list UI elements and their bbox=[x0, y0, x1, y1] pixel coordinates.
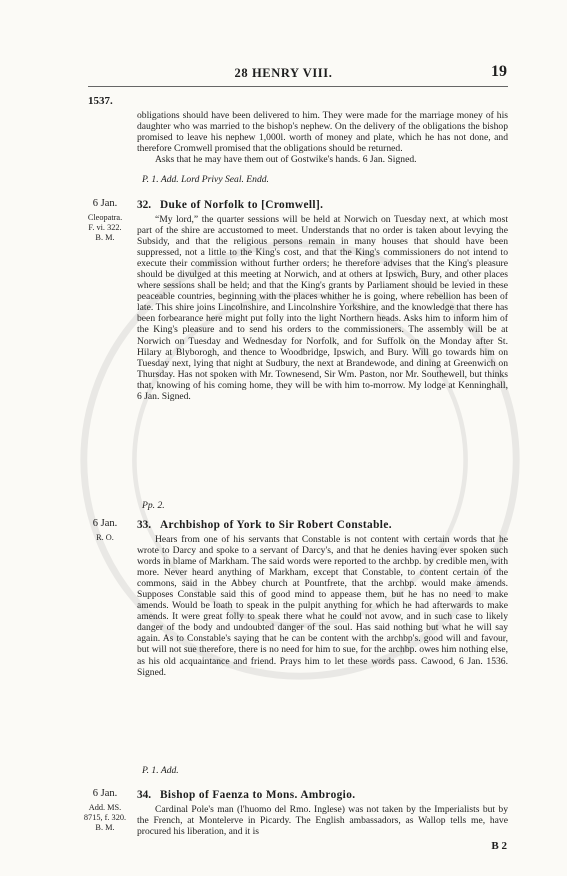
entry-32-source-3: B. M. bbox=[95, 232, 115, 242]
page-header bbox=[0, 65, 567, 83]
entry-33-number: 33. bbox=[137, 519, 152, 531]
entry-34-text: Cardinal Pole's man (l'huomo del Rmo. Inglese) was not taken by the Imperialists but by the French, at Montelerve in Picardy. The English ambassadors, as Wallop tells me, have procured his liberation, and it is bbox=[137, 804, 508, 838]
entry-34-source-3: B. M. bbox=[95, 822, 115, 832]
entry-33-heading bbox=[137, 519, 392, 531]
entry-33-source-1: R. O. bbox=[96, 533, 114, 542]
entry-33-text: Hears from one of his servants that Constable is not content with certain words that he wrote to Darcy and spoke to a servant of Darcy's, and that he denies having ever spoken such words in blame of Markham. The said words were reported to the archbp. by credible men, with more. Never heard anything of Markham, except that Constable, to content certain of the commons, said in the Abbey church at Pountfrete, that the archbp. would make amends. Supposes Constable said this of good mind to appease them, but he has no need to make amends. Would be loath to speak in the pulpit anything for which he had afterwards to make amends. It were great folly to speak there what he could not avow, and in such case to likely danger of the body and undoubted danger of the soul. Has said nothing but what he will say again. As to Constable's saying that he can be content with the archbp's. good will and favour, but will not sue therefore, there is no need for him to sue, for the archbp. owes him nothing else, as his old acquaintance and friend. Prays him to let these words pass. Cawood, 6 Jan. 1536. Signed. bbox=[137, 534, 508, 678]
entry-33-date: 6 Jan. bbox=[92, 518, 118, 529]
entry-32-source-2: F. vi. 322. bbox=[88, 222, 122, 232]
entry-32-body bbox=[137, 214, 508, 402]
entry-31-meta: P. 1. Add. Lord Privy Seal. Endd. bbox=[142, 174, 269, 185]
entry-33-body bbox=[137, 534, 508, 678]
entry-31-continuation bbox=[137, 110, 508, 165]
entry-34-date: 6 Jan. bbox=[92, 788, 118, 799]
entry-34-heading bbox=[137, 789, 356, 801]
entry-34-margin bbox=[80, 788, 130, 832]
header-rule bbox=[88, 86, 508, 87]
entry-32-meta: Pp. 2. bbox=[142, 500, 165, 511]
entry-33-margin bbox=[80, 518, 130, 543]
entry-32-margin bbox=[80, 198, 130, 242]
entry-32-date: 6 Jan. bbox=[92, 198, 118, 209]
entry-34-source-2: 8715, f. 320. bbox=[83, 812, 127, 822]
entry-34-source-1: Add. MS. bbox=[88, 803, 122, 812]
entry-31-closing: Asks that he may have them out of Gostwike's hands. 6 Jan. Signed. bbox=[155, 154, 417, 166]
entry-31-text: obligations should have been delivered to him. They were made for the marriage money of his daughter who was married to the bishop's nephew. On the delivery of the obligations the bishop promised to leave his nephew 1,000l. worth of money and plate, which he has not done, and therefore Cromwell promised that the obligations should be returned. bbox=[137, 110, 508, 155]
entry-32-source-1: Cleopatra. bbox=[87, 213, 123, 222]
entry-33-meta: P. 1. Add. bbox=[142, 765, 179, 776]
entry-34-number: 34. bbox=[137, 789, 152, 801]
year-marker: 1537. bbox=[88, 95, 113, 107]
entry-32-title: Duke of Norfolk to [Cromwell]. bbox=[160, 199, 324, 211]
signature-mark: B 2 bbox=[491, 840, 507, 852]
running-head: 28 HENRY VIII. bbox=[234, 66, 333, 80]
entry-34-title: Bishop of Faenza to Mons. Ambrogio. bbox=[160, 789, 356, 801]
entry-32-heading bbox=[137, 199, 323, 211]
entry-34-body bbox=[137, 804, 508, 837]
entry-32-text: “My lord,” the quarter sessions will be held at Norwich on Tuesday next, at which most part of the shire are accustomed to meet. Understands that no order is taken about levying the Subsidy, and that the religious persons remain in many houses that should have been suppressed, not a little to the King's cost, and that the King's commissioners do not intend to execute their commission without further orders; he therefore advises that the King's pleasure should be divulged at this meeting at Norwich, and at others at Ipswich, Bury, and other places where sessions shall be held; and that the King's grants by Parliament should be levied in these peaceable countries, beginning with the places whither he is going, where rebellion has been of late. This shire joins Lincolnshire, and Lincolnshire Yorkshire, and the knowledge that there has been forbearance here might put folly into the light Northern heads. Asks him to inform him of the King's pleasure and to send his orders to the commissioners. The assembly will be at Norwich on Tuesday and Wednesday for Norfolk, and for Suffolk on the Monday after St. Hilary at Blyborogh, and thence to Woodbridge, Ipswich, and Bury. Will go towards him on Tuesday next, lying that night at Sudbury, the next at Brandewode, and dining at Greenwich on Thursday. Has not spoken with Mr. Townesend, Sir Wm. Paston, nor Mr. Southewell, but thinks that, knowing of his coming home, they will be with him to-morrow. My lodge at Kenninghall, 6 Jan. Signed. bbox=[137, 214, 508, 402]
page-number: 19 bbox=[491, 63, 507, 80]
entry-32-number: 32. bbox=[137, 199, 152, 211]
entry-33-title: Archbishop of York to Sir Robert Constable. bbox=[160, 519, 392, 531]
